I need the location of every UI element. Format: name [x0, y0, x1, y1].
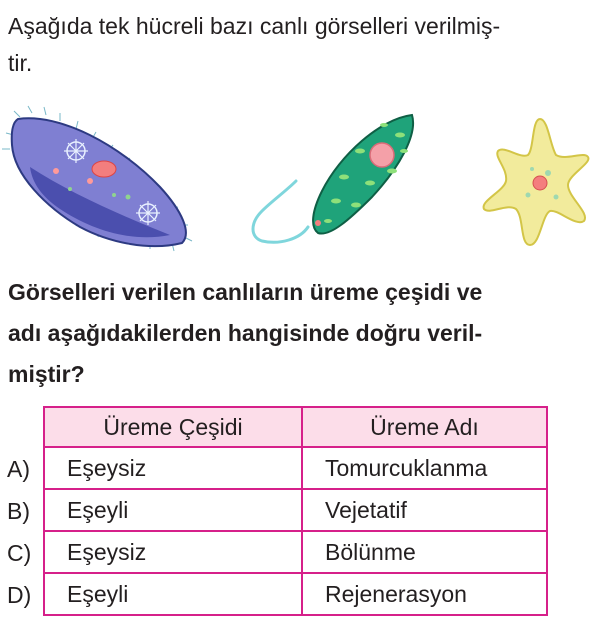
- table-row[interactable]: [44, 573, 547, 615]
- option-a-type: Eşeysiz: [44, 447, 302, 489]
- intro-line-2: tir.: [8, 50, 33, 76]
- amoeba-image: [484, 119, 589, 245]
- option-d-name: Rejenerasyon: [302, 573, 547, 615]
- option-letter-a[interactable]: A): [7, 456, 30, 482]
- option-b-type: Eşeyli: [44, 489, 302, 531]
- table-row[interactable]: [44, 447, 547, 489]
- header-ureme-adi: Üreme Adı: [302, 407, 547, 447]
- option-letter-b[interactable]: B): [7, 498, 30, 524]
- question-text: [8, 272, 592, 395]
- question-line-3: miştir?: [8, 361, 85, 387]
- intro-line-1: Aşağıda tek hücreli bazı canlı görselleri verilmiş-: [8, 13, 501, 39]
- intro-text: [8, 8, 598, 82]
- paramecium-image: [2, 106, 192, 251]
- option-letter-c[interactable]: C): [7, 540, 32, 566]
- organism-images: [0, 105, 604, 265]
- option-a-name: Tomurcuklanma: [302, 447, 547, 489]
- answer-table: [43, 406, 548, 616]
- header-ureme-cesidi: Üreme Çeşidi: [44, 407, 302, 447]
- option-c-type: Eşeysiz: [44, 531, 302, 573]
- question-line-2: adı aşağıdakilerden hangisinde doğru veril-: [8, 320, 483, 346]
- question-line-1: Görselleri verilen canlıların üreme çeşidi ve: [8, 279, 483, 305]
- option-letter-d[interactable]: D): [7, 582, 32, 608]
- table-header-row: [44, 407, 547, 447]
- option-c-name: Bölünme: [302, 531, 547, 573]
- euglena-image: [253, 115, 413, 242]
- option-b-name: Vejetatif: [302, 489, 547, 531]
- option-letters: [7, 448, 31, 616]
- option-d-type: Eşeyli: [44, 573, 302, 615]
- table-row[interactable]: [44, 489, 547, 531]
- table-row[interactable]: [44, 531, 547, 573]
